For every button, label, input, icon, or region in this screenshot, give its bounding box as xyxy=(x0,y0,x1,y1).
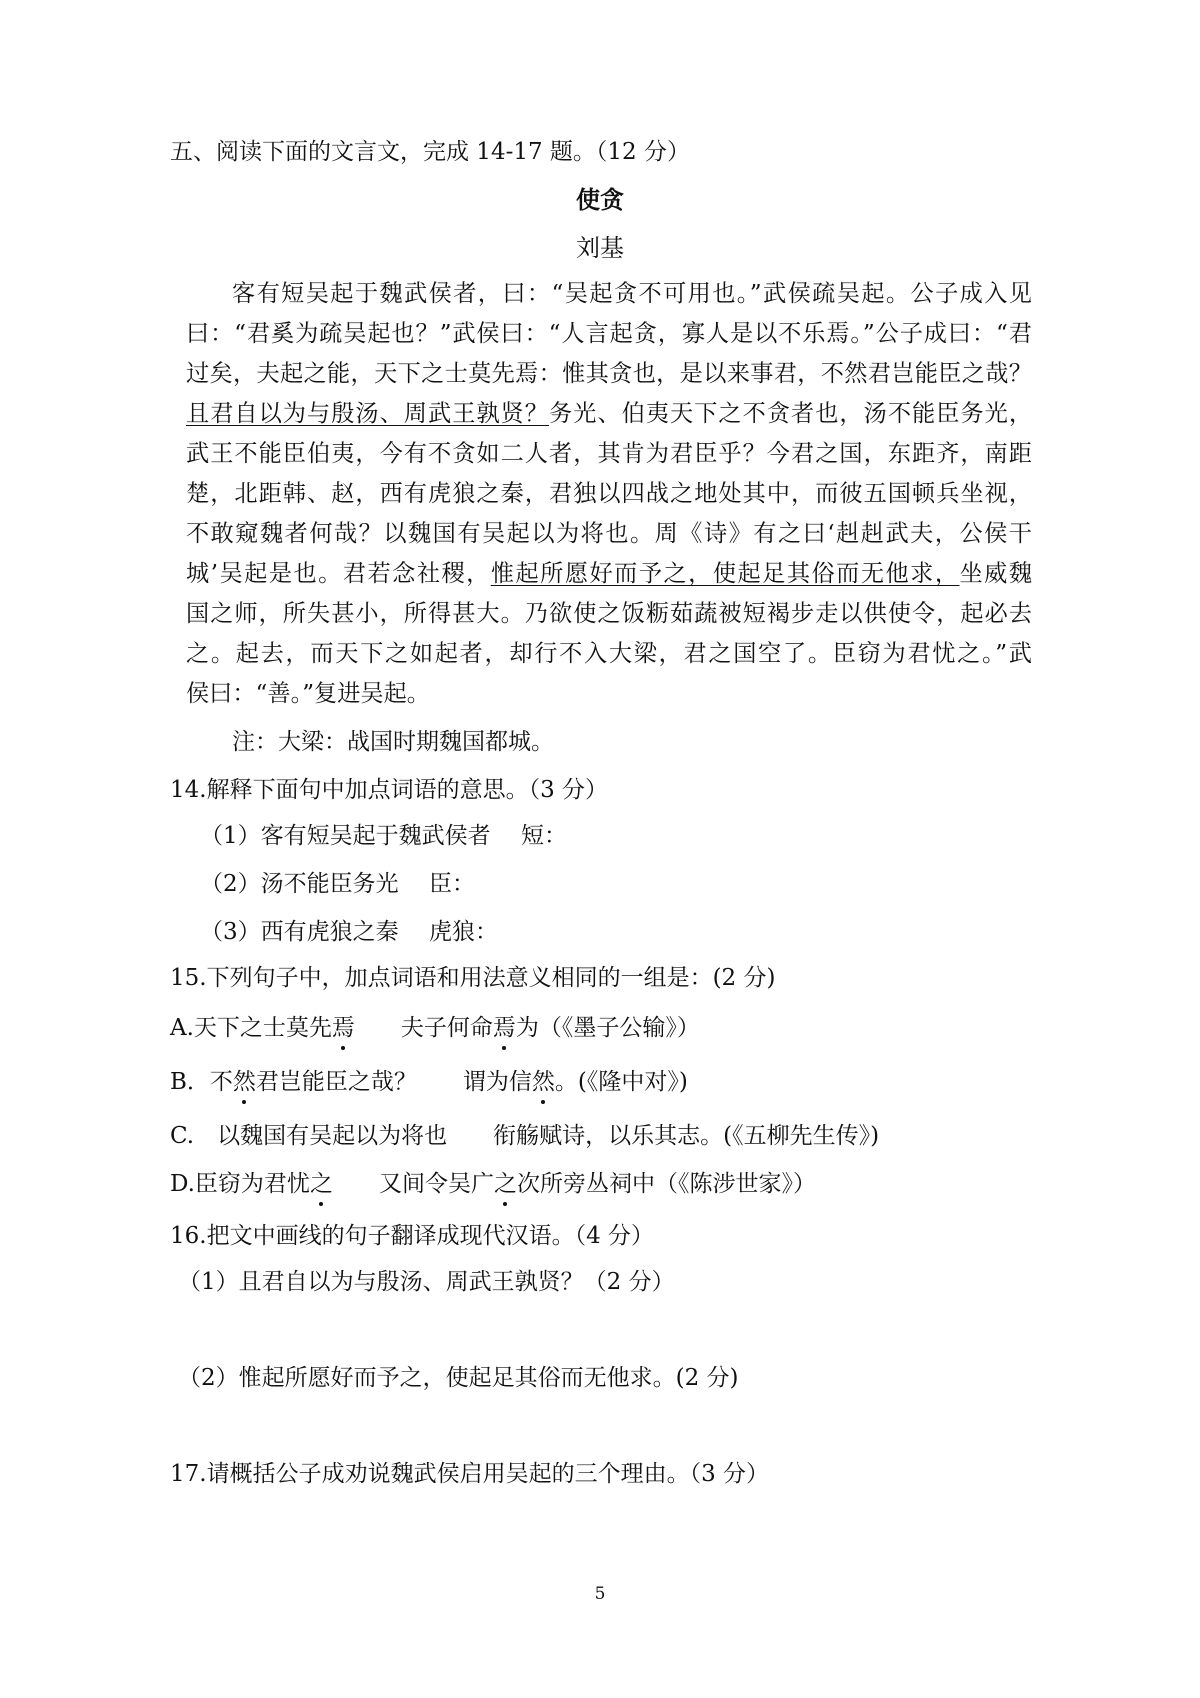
passage-title: 使贪 xyxy=(576,186,624,214)
question-17-stem: 17.请概括公子成劝说魏武侯启用吴起的三个理由。（3 分） xyxy=(170,1461,770,1487)
question-14-item-3: （3）西有虎狼之秦 虎狼： xyxy=(200,919,498,945)
option-text: 次所旁丛祠中（《陈涉世家》） xyxy=(516,1171,816,1197)
question-15-option-d xyxy=(170,1168,816,1200)
passage-line xyxy=(186,558,1032,590)
passage-text: 城’吴起是也。君若念社稷， xyxy=(186,560,491,587)
passage-line: 曰：“君奚为疏吴起也？”武侯曰：“人言起贪，寡人是以不乐焉。”公子成曰：“君 xyxy=(186,320,1032,347)
option-text: 君岂能臣之哉？ 谓为信 xyxy=(255,1069,532,1095)
page-number: 5 xyxy=(594,1584,606,1604)
dotted-word: 然 xyxy=(532,1066,555,1098)
passage-line xyxy=(186,398,1032,430)
question-14-item-1: （1）客有短吴起于魏武侯者 短： xyxy=(200,823,567,849)
passage-author: 刘基 xyxy=(576,234,624,262)
option-text: B．不 xyxy=(170,1069,233,1095)
passage-line: 之。起去，而天下之如起者，却行不入大梁，君之国空了。臣窃为君忧之。”武 xyxy=(186,640,1032,667)
question-15-option-a xyxy=(170,1012,700,1044)
passage-line: 侯曰：“善。”复进吴起。 xyxy=(186,680,430,707)
question-16-stem: 16.把文中画线的句子翻译成现代汉语。（4 分） xyxy=(170,1223,655,1249)
dotted-word: 之 xyxy=(310,1168,333,1200)
question-15-option-b xyxy=(170,1066,688,1098)
passage-line: 不敢窥魏者何哉？以魏国有吴起以为将也。周《诗》有之曰‘赳赳武夫，公侯干 xyxy=(186,520,1032,547)
dotted-word: 然 xyxy=(233,1066,256,1098)
passage-text: 坐威魏 xyxy=(959,560,1033,587)
option-text: 又间令吴广 xyxy=(332,1171,494,1197)
underlined-sentence-1: 且君自以为与殷汤、周武王孰贤？ xyxy=(186,400,550,427)
passage-line: 过矣，夫起之能，天下之士莫先焉：惟其贪也，是以来事君，不然君岂能臣之哉？ xyxy=(186,360,1032,387)
question-15-stem: 15.下列句子中，加点词语和用法意义相同的一组是：(2 分) xyxy=(170,965,776,991)
section-heading: 五、阅读下面的文言文，完成 14-17 题。（12 分） xyxy=(170,139,691,165)
dotted-word: 之 xyxy=(494,1168,517,1200)
question-16-item-1: （1）且君自以为与殷汤、周武王孰贤？（2 分） xyxy=(178,1269,675,1295)
dotted-word: 焉 xyxy=(493,1012,516,1044)
question-14-stem: 14.解释下面句中加点词语的意思。（3 分） xyxy=(170,777,609,803)
passage-note: 注：大梁：战国时期魏国都城。 xyxy=(232,729,554,755)
option-text: D.臣窃为君忧 xyxy=(170,1171,310,1197)
passage-line: 武王不能臣伯夷，今有不贪如二人者，其肯为君臣乎？今君之国，东距齐，南距 xyxy=(186,440,1032,467)
underlined-sentence-2: 惟起所愿好而予之，使起足其俗而无他求， xyxy=(490,560,960,587)
option-text: 。(《隆中对》) xyxy=(554,1069,688,1095)
option-text: A.天下之士莫先 xyxy=(170,1015,332,1041)
option-text: 夫子何命 xyxy=(354,1015,493,1041)
passage-line: 国之师，所失甚小，所得甚大。乃欲使之饭粝茹蔬被短褐步走以供使令，起必去 xyxy=(186,600,1032,627)
passage-text: 务光、伯夷天下之不贪者也，汤不能臣务光， xyxy=(549,400,1033,427)
question-14-item-2: （2）汤不能臣务光 臣： xyxy=(200,871,475,897)
passage-line: 客有短吴起于魏武侯者，曰：“吴起贪不可用也。”武侯疏吴起。公子成入见 xyxy=(232,280,1032,307)
question-15-option-c: C. 以魏国有吴起以为将也 衔觞赋诗，以乐其志。(《五柳先生传》) xyxy=(170,1123,880,1149)
passage-line: 楚，北距韩、赵，西有虎狼之秦，君独以四战之地处其中，而彼五国顿兵坐视， xyxy=(186,480,1032,507)
option-text: 为（《墨子公输》） xyxy=(515,1015,700,1041)
dotted-word: 焉 xyxy=(332,1012,355,1044)
question-16-item-2: （2）惟起所愿好而予之，使起足其俗而无他求。(2 分) xyxy=(178,1365,739,1391)
